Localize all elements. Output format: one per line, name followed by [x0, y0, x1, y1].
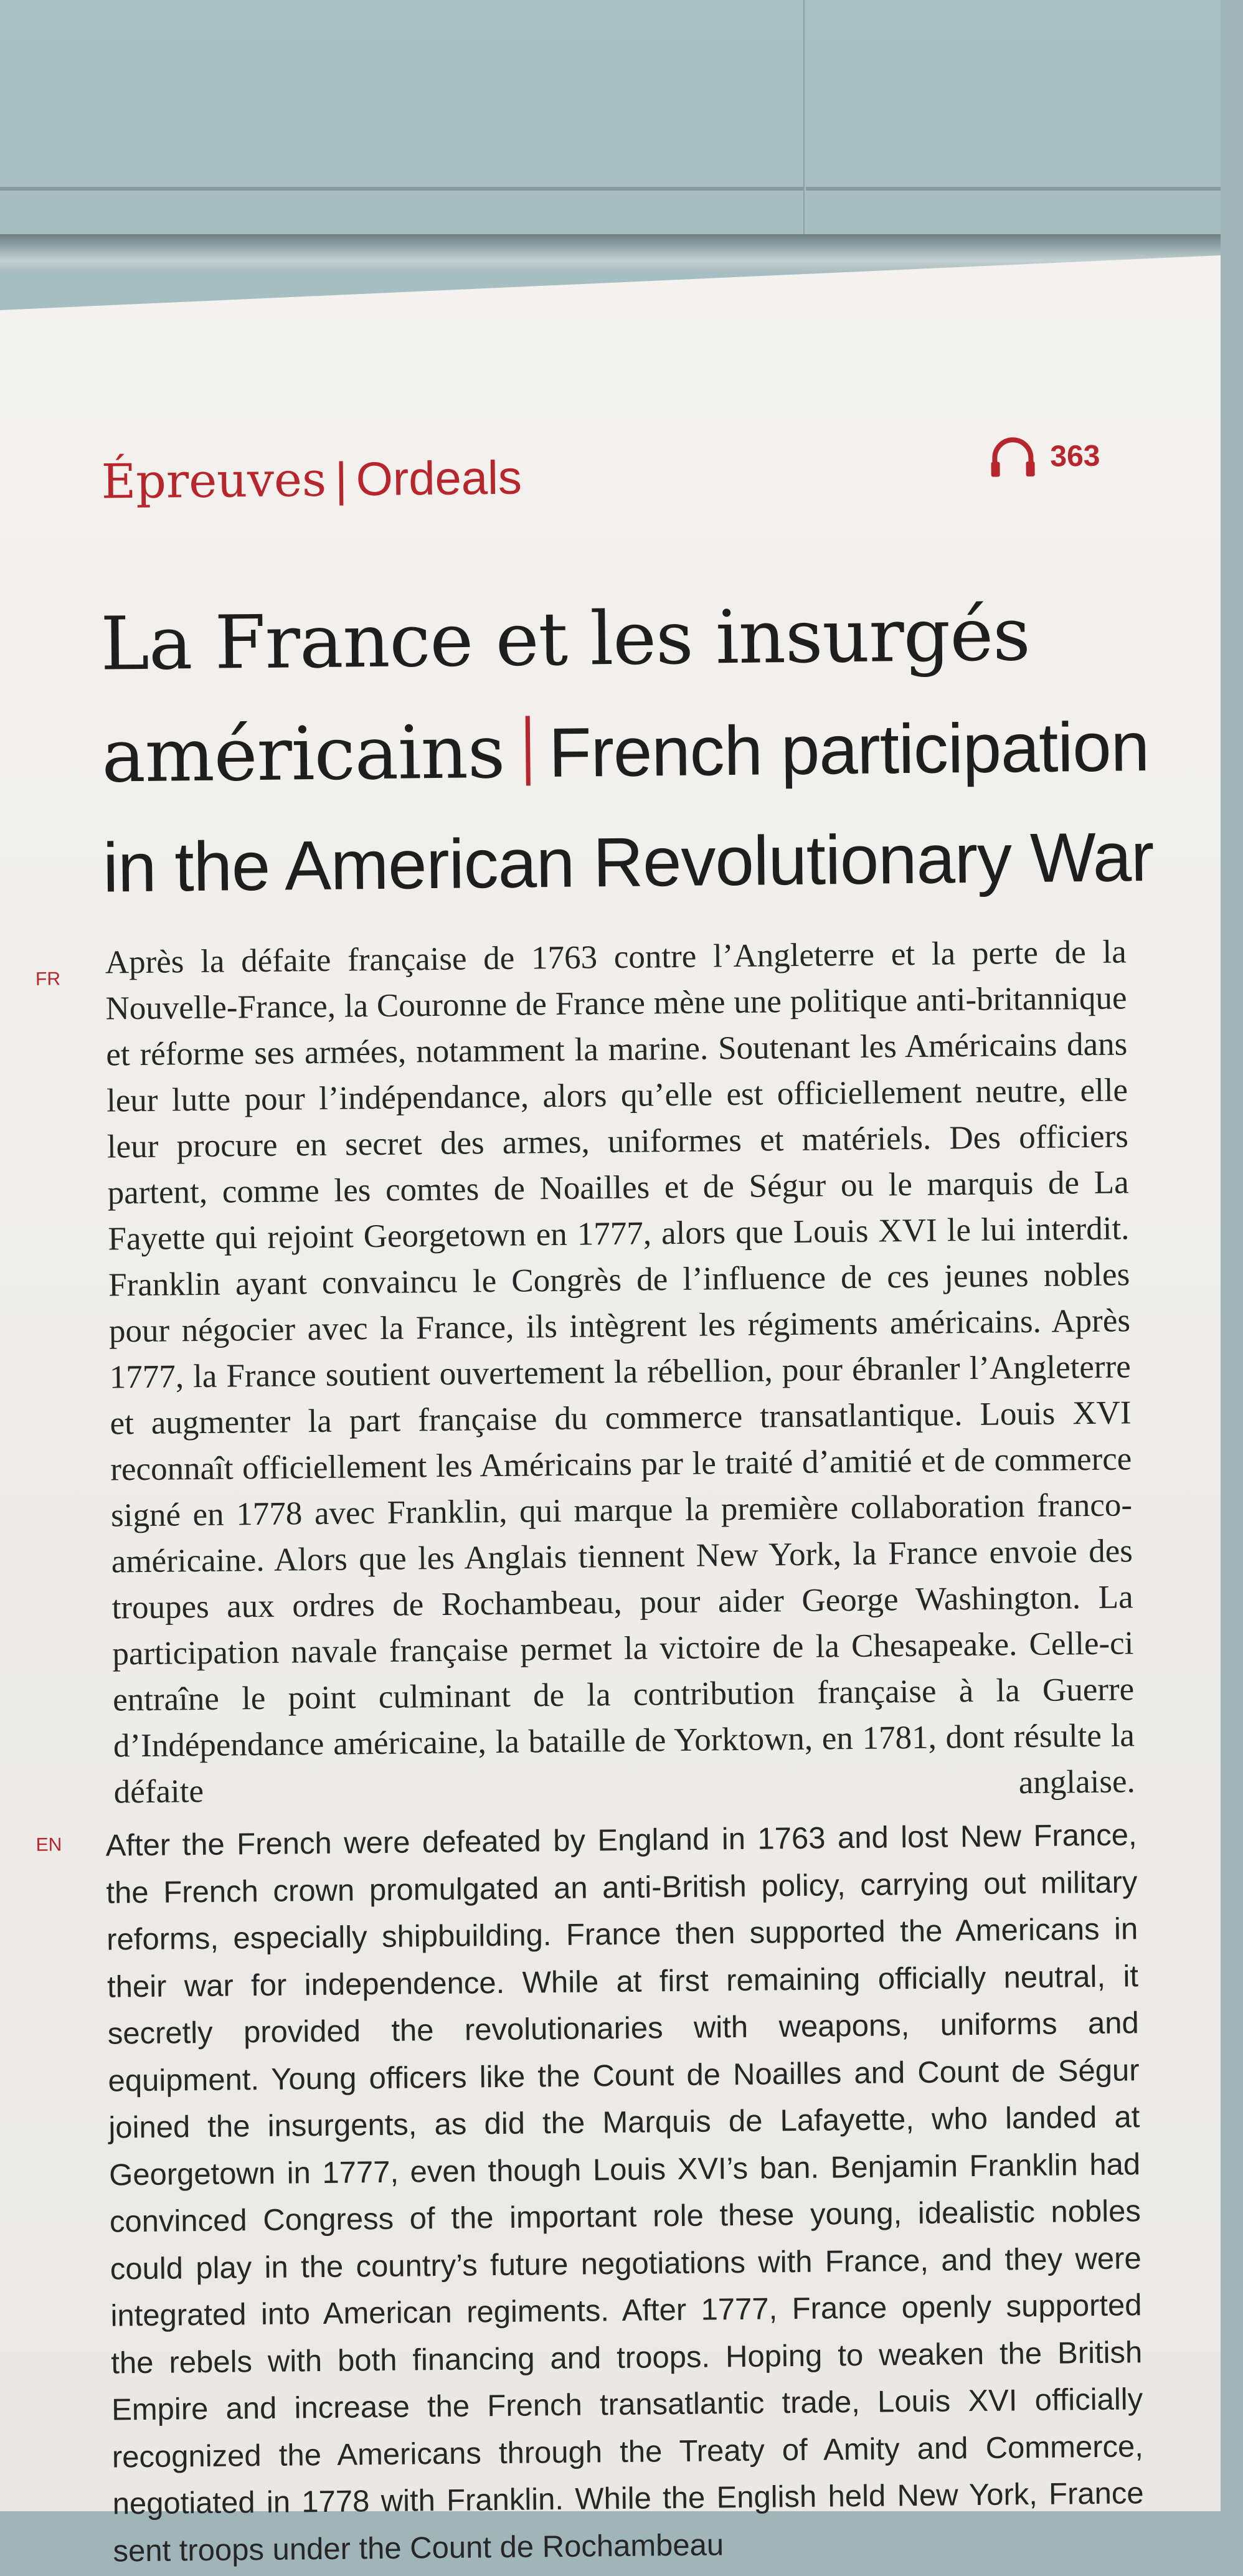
title-fr: La France et les insurgés américains: [100, 590, 1031, 799]
section-label-separator: |: [334, 453, 348, 506]
section-label-en: Ordeals: [356, 451, 522, 506]
title-divider: [526, 716, 531, 785]
audio-guide-tag: [989, 435, 1100, 478]
title-en: French participation in the American Revolutionary War: [102, 707, 1154, 907]
body-text-en: After the French were defeated by England in 1763 and lost New France, the French crown promulgated an anti-British policy, carrying out military reforms, especially shipbuilding. France then supported the Americans in their war for independence. While at first remaining officially neutral, it secretly provided the revolutionaries with weapons, uniforms and equipment. Young officers like the Count de Noailles and Count de Ségur joined the insurgents, as did the Marquis de Lafayette, who landed at Georgetown in 1777, even though Louis XVI’s ban. Benjamin Franklin had convinced Congress of the important role these young, idealistic nobles could play in the country’s future negotiations with France, and they were integrated into American regiments. After 1777, France openly supported the rebels with both financing and troops. Hoping to weaken the British Empire and increase the French transatlantic trade, Louis XVI officially recognized the Americans through the Treaty of Amity and Commerce, negotiated in 1778 with Franklin. While the English held New York, France sent troops under the Count de Rochambeau: [105, 1818, 1144, 2569]
section-label: [101, 449, 522, 509]
audio-guide-number: 363: [1050, 439, 1100, 473]
section-label-fr: Épreuves: [101, 451, 327, 509]
headphones-icon: [989, 435, 1037, 478]
body-text-fr: Après la défaite française de 1763 contre l’Angleterre et la perte de la Nouvelle-France, la Couronne de France mène une politique anti-britannique et réforme ses armées, notamment la marine. Soutenant les Américains dans leur lutte pour l’indépendance, alors qu’elle est officiellement neutre, elle leur procure en secret des armes, uniformes et matériels. Des officiers partent, comme les comtes de Noailles et de Ségur ou le marquis de La Fayette qui rejoint Georgetown en 1777, alors que Louis XVI le lui interdit. Franklin ayant convaincu le Congrès de l’influence de ces jeunes nobles pour négocier avec la France, ils intègrent les régiments américains. Après 1777, la France soutient ouvertement la rébellion, pour ébranler l’Angleterre et augmenter la part française du commerce transatlantique. Louis XVI reconnaît officiellement les Américains par le traité d’amitié et de commerce signé en 1778 avec Franklin, qui marque la première collaboration franco-américaine. Alors que les Anglais tiennent New York, la France envoie des troupes aux ordres de Rochambeau, pour aider George Washington. La participation navale française permet la victoire de la Chesapeake. Celle-ci entraîne le point culminant de la contribution française à la Guerre d’Indépendance américaine, la bataille de Yorktown, en 1781, dont résulte la défaite anglaise.: [105, 934, 1135, 1811]
language-tag-en: EN: [35, 1834, 62, 1855]
language-tag-fr: FR: [35, 968, 61, 990]
page-title: [100, 586, 1175, 932]
